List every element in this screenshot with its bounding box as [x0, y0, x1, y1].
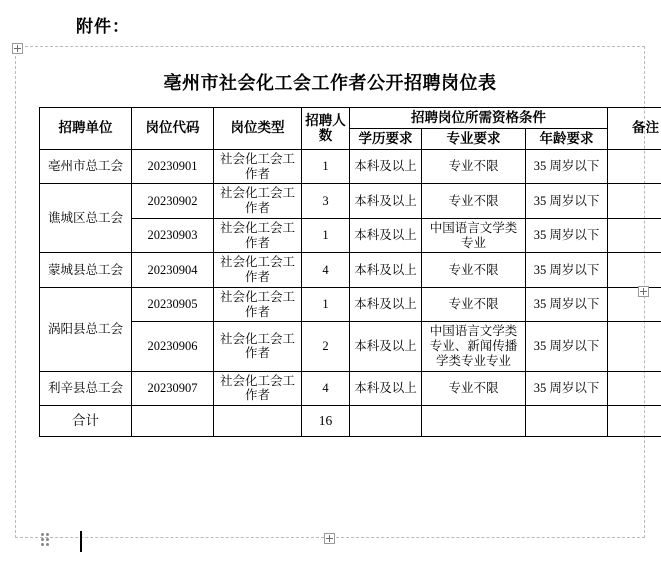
cell-age: 35 周岁以下 — [526, 371, 608, 406]
cell-remark — [608, 287, 661, 322]
cell-type: 社会化工会工作者 — [214, 253, 302, 288]
recruitment-table — [39, 107, 661, 437]
cell-major: 中国语言文学类专业 — [422, 218, 526, 253]
cell-number: 1 — [302, 287, 350, 322]
cell-age: 35 周岁以下 — [526, 253, 608, 288]
cell-major: 专业不限 — [422, 371, 526, 406]
table-total-row — [40, 406, 661, 437]
header-age: 年龄要求 — [526, 128, 608, 149]
cell-unit: 谯城区总工会 — [40, 184, 132, 253]
total-education — [350, 406, 422, 437]
cell-unit: 利辛县总工会 — [40, 371, 132, 406]
table-row — [40, 371, 661, 406]
table-row — [40, 322, 661, 371]
total-number: 16 — [302, 406, 350, 437]
cell-code: 20230902 — [132, 184, 214, 219]
cell-education: 本科及以上 — [350, 218, 422, 253]
cell-education: 本科及以上 — [350, 287, 422, 322]
cell-remark — [608, 253, 661, 288]
drag-grip-icon[interactable] — [41, 533, 52, 547]
cell-number: 1 — [302, 149, 350, 184]
cell-major: 专业不限 — [422, 149, 526, 184]
frame-handle-bottom[interactable] — [324, 533, 335, 544]
table-row — [40, 218, 661, 253]
table-row — [40, 287, 661, 322]
cell-unit: 亳州市总工会 — [40, 149, 132, 184]
cell-remark — [608, 149, 661, 184]
cell-code: 20230903 — [132, 218, 214, 253]
cell-code: 20230905 — [132, 287, 214, 322]
table-row — [40, 253, 661, 288]
header-major: 专业要求 — [422, 128, 526, 149]
cell-age: 35 周岁以下 — [526, 218, 608, 253]
total-label: 合计 — [40, 406, 132, 437]
header-remark: 备注 — [608, 108, 661, 150]
cell-type: 社会化工会工作者 — [214, 218, 302, 253]
total-age — [526, 406, 608, 437]
cell-number: 4 — [302, 371, 350, 406]
cell-major: 专业不限 — [422, 287, 526, 322]
cell-unit: 涡阳县总工会 — [40, 287, 132, 371]
cell-education: 本科及以上 — [350, 371, 422, 406]
cell-remark — [608, 322, 661, 371]
text-caret — [80, 531, 82, 552]
cell-remark — [608, 218, 661, 253]
document-frame[interactable] — [15, 46, 660, 538]
attachment-label: 附件： — [76, 17, 130, 36]
cell-major: 专业不限 — [422, 184, 526, 219]
total-code — [132, 406, 214, 437]
page-title: 亳州市社会化工会工作者公开招聘岗位表 — [163, 73, 497, 93]
cell-type: 社会化工会工作者 — [214, 149, 302, 184]
header-education: 学历要求 — [350, 128, 422, 149]
cell-major: 中国语言文学类专业、新闻传播学类专业专业 — [422, 322, 526, 371]
frame-handle-top-left[interactable] — [12, 43, 23, 54]
cell-age: 35 周岁以下 — [526, 287, 608, 322]
header-qualification-group: 招聘岗位所需资格条件 — [350, 108, 608, 129]
total-remark — [608, 406, 661, 437]
header-unit: 招聘单位 — [40, 108, 132, 150]
cell-type: 社会化工会工作者 — [214, 287, 302, 322]
cell-education: 本科及以上 — [350, 184, 422, 219]
header-number: 招聘人数 — [302, 108, 350, 150]
cell-number: 4 — [302, 253, 350, 288]
header-code: 岗位代码 — [132, 108, 214, 150]
cell-number: 3 — [302, 184, 350, 219]
cell-code: 20230901 — [132, 149, 214, 184]
cell-remark — [608, 184, 661, 219]
cell-number: 1 — [302, 218, 350, 253]
table-header-row-1 — [40, 108, 661, 129]
cell-number: 2 — [302, 322, 350, 371]
cell-code: 20230906 — [132, 322, 214, 371]
cell-unit: 蒙城县总工会 — [40, 253, 132, 288]
cell-code: 20230907 — [132, 371, 214, 406]
cell-education: 本科及以上 — [350, 322, 422, 371]
cell-remark — [608, 371, 661, 406]
table-row — [40, 184, 661, 219]
total-type — [214, 406, 302, 437]
cell-education: 本科及以上 — [350, 149, 422, 184]
cell-major: 专业不限 — [422, 253, 526, 288]
cell-type: 社会化工会工作者 — [214, 371, 302, 406]
header-type: 岗位类型 — [214, 108, 302, 150]
cell-age: 35 周岁以下 — [526, 149, 608, 184]
cell-education: 本科及以上 — [350, 253, 422, 288]
cell-age: 35 周岁以下 — [526, 322, 608, 371]
cell-code: 20230904 — [132, 253, 214, 288]
cell-type: 社会化工会工作者 — [214, 184, 302, 219]
table-row — [40, 149, 661, 184]
frame-handle-right[interactable] — [638, 286, 649, 297]
cell-type: 社会化工会工作者 — [214, 322, 302, 371]
cell-age: 35 周岁以下 — [526, 184, 608, 219]
total-major — [422, 406, 526, 437]
